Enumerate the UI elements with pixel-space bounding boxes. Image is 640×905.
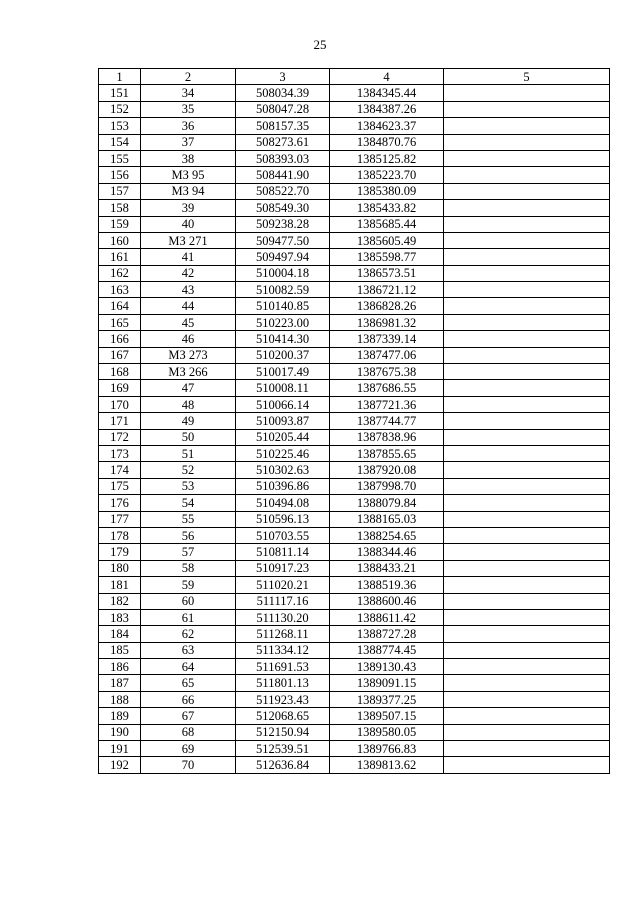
table-cell xyxy=(444,462,610,478)
table-cell: 155 xyxy=(99,150,141,166)
table-row xyxy=(99,380,610,396)
table-cell: 166 xyxy=(99,331,141,347)
table-cell: 1388600.46 xyxy=(330,593,444,609)
table-cell: 1384345.44 xyxy=(330,85,444,101)
table-cell: 510223.00 xyxy=(236,314,330,330)
table-cell: 1385433.82 xyxy=(330,200,444,216)
table-row xyxy=(99,429,610,445)
table-cell: 510004.18 xyxy=(236,265,330,281)
column-header: 5 xyxy=(444,69,610,85)
table-row xyxy=(99,757,610,773)
table-cell xyxy=(444,183,610,199)
table-cell: 176 xyxy=(99,495,141,511)
table-cell xyxy=(444,314,610,330)
table-cell: 511020.21 xyxy=(236,577,330,593)
table-cell: 183 xyxy=(99,609,141,625)
table-cell: 56 xyxy=(141,527,236,543)
table-cell: 1387744.77 xyxy=(330,413,444,429)
table-cell: 1385605.49 xyxy=(330,232,444,248)
table-cell: 161 xyxy=(99,249,141,265)
table-cell: 511801.13 xyxy=(236,675,330,691)
table-cell xyxy=(444,527,610,543)
table-cell xyxy=(444,347,610,363)
table-cell: 165 xyxy=(99,314,141,330)
table-row xyxy=(99,511,610,527)
table-row xyxy=(99,265,610,281)
table-row xyxy=(99,183,610,199)
table-row xyxy=(99,101,610,117)
table-cell: 508273.61 xyxy=(236,134,330,150)
table-cell: 1389130.43 xyxy=(330,659,444,675)
table-row xyxy=(99,314,610,330)
table-cell: 1388611.42 xyxy=(330,609,444,625)
table-cell: 1387721.36 xyxy=(330,396,444,412)
table-cell: 1384870.76 xyxy=(330,134,444,150)
table-cell xyxy=(444,495,610,511)
table-cell: 156 xyxy=(99,167,141,183)
table-cell: 1388774.45 xyxy=(330,642,444,658)
table-cell: 511691.53 xyxy=(236,659,330,675)
table-cell: 163 xyxy=(99,282,141,298)
table-cell: МЗ 271 xyxy=(141,232,236,248)
table-cell: 41 xyxy=(141,249,236,265)
table-cell: 510302.63 xyxy=(236,462,330,478)
table-cell xyxy=(444,150,610,166)
table-cell: 177 xyxy=(99,511,141,527)
table-cell xyxy=(444,708,610,724)
table-row xyxy=(99,118,610,134)
table-cell: МЗ 266 xyxy=(141,364,236,380)
table-cell: 39 xyxy=(141,200,236,216)
table-cell: 508393.03 xyxy=(236,150,330,166)
table-cell: 510703.55 xyxy=(236,527,330,543)
table-cell: 164 xyxy=(99,298,141,314)
table-cell: 174 xyxy=(99,462,141,478)
table-cell: 180 xyxy=(99,560,141,576)
table-cell: 181 xyxy=(99,577,141,593)
table-cell: 510414.30 xyxy=(236,331,330,347)
table-cell: 511334.12 xyxy=(236,642,330,658)
table-cell: 508549.30 xyxy=(236,200,330,216)
table-cell: 510082.59 xyxy=(236,282,330,298)
table-cell: 1388433.21 xyxy=(330,560,444,576)
table-row xyxy=(99,659,610,675)
table-cell: 1388079.84 xyxy=(330,495,444,511)
table-cell xyxy=(444,118,610,134)
table-cell: 66 xyxy=(141,691,236,707)
table-cell: 35 xyxy=(141,101,236,117)
table-row xyxy=(99,642,610,658)
table-cell: 1387339.14 xyxy=(330,331,444,347)
table-row xyxy=(99,249,610,265)
table-cell xyxy=(444,380,610,396)
table-row xyxy=(99,200,610,216)
table-cell: 68 xyxy=(141,724,236,740)
table-cell xyxy=(444,298,610,314)
table-row xyxy=(99,544,610,560)
table-cell: 187 xyxy=(99,675,141,691)
table-cell: 1384387.26 xyxy=(330,101,444,117)
table-cell: 510140.85 xyxy=(236,298,330,314)
table-cell: 184 xyxy=(99,626,141,642)
table-cell xyxy=(444,445,610,461)
table-cell: 510225.46 xyxy=(236,445,330,461)
table-row xyxy=(99,167,610,183)
table-cell: 512636.84 xyxy=(236,757,330,773)
table-row xyxy=(99,478,610,494)
table-row xyxy=(99,708,610,724)
table-cell: 42 xyxy=(141,265,236,281)
table-cell: 62 xyxy=(141,626,236,642)
table-cell: 1387920.08 xyxy=(330,462,444,478)
table-row xyxy=(99,282,610,298)
table-cell: 159 xyxy=(99,216,141,232)
table-row xyxy=(99,495,610,511)
table-cell: 508522.70 xyxy=(236,183,330,199)
table-cell: 55 xyxy=(141,511,236,527)
table-cell: 511130.20 xyxy=(236,609,330,625)
table-cell: 153 xyxy=(99,118,141,134)
table-cell xyxy=(444,232,610,248)
table-cell: 182 xyxy=(99,593,141,609)
table-cell: 1387855.65 xyxy=(330,445,444,461)
table-cell: 191 xyxy=(99,741,141,757)
table-cell xyxy=(444,626,610,642)
table-row xyxy=(99,85,610,101)
table-cell: 1389766.83 xyxy=(330,741,444,757)
table-cell: 510205.44 xyxy=(236,429,330,445)
table-cell: 154 xyxy=(99,134,141,150)
table-cell: 1389377.25 xyxy=(330,691,444,707)
table-cell: 63 xyxy=(141,642,236,658)
table-cell: МЗ 94 xyxy=(141,183,236,199)
table-cell xyxy=(444,216,610,232)
table-cell: 510596.13 xyxy=(236,511,330,527)
table-cell: 169 xyxy=(99,380,141,396)
table-cell xyxy=(444,511,610,527)
table-cell: 168 xyxy=(99,364,141,380)
table-cell: 173 xyxy=(99,445,141,461)
table-cell: 162 xyxy=(99,265,141,281)
table-cell xyxy=(444,609,610,625)
table-cell xyxy=(444,167,610,183)
table-row xyxy=(99,216,610,232)
table-cell: 170 xyxy=(99,396,141,412)
table-row xyxy=(99,413,610,429)
table-cell: 512068.65 xyxy=(236,708,330,724)
table-cell: 1385223.70 xyxy=(330,167,444,183)
table-cell: 61 xyxy=(141,609,236,625)
table-cell: 508441.90 xyxy=(236,167,330,183)
table-cell: 512150.94 xyxy=(236,724,330,740)
table-cell xyxy=(444,282,610,298)
table-cell: 1387998.70 xyxy=(330,478,444,494)
table-cell: 1385380.09 xyxy=(330,183,444,199)
table-row xyxy=(99,593,610,609)
table-cell xyxy=(444,331,610,347)
table-cell xyxy=(444,544,610,560)
table-cell: 509477.50 xyxy=(236,232,330,248)
table-cell xyxy=(444,560,610,576)
table-cell xyxy=(444,691,610,707)
table-cell: 70 xyxy=(141,757,236,773)
table-cell: 1386981.32 xyxy=(330,314,444,330)
table-header-row xyxy=(99,69,610,85)
table-row xyxy=(99,527,610,543)
table-cell: 1388165.03 xyxy=(330,511,444,527)
table-cell: 1387838.96 xyxy=(330,429,444,445)
table-row xyxy=(99,724,610,740)
table-cell: 65 xyxy=(141,675,236,691)
table-row xyxy=(99,675,610,691)
table-cell xyxy=(444,741,610,757)
table-cell: 189 xyxy=(99,708,141,724)
table-cell: 179 xyxy=(99,544,141,560)
table-cell: 1388727.28 xyxy=(330,626,444,642)
table-cell: 1389580.05 xyxy=(330,724,444,740)
table-cell: 46 xyxy=(141,331,236,347)
table-row xyxy=(99,626,610,642)
table-row xyxy=(99,150,610,166)
column-header: 2 xyxy=(141,69,236,85)
table-cell: 50 xyxy=(141,429,236,445)
column-header: 1 xyxy=(99,69,141,85)
table-cell xyxy=(444,659,610,675)
coordinates-table xyxy=(98,68,610,774)
table-cell: МЗ 95 xyxy=(141,167,236,183)
table-cell: 510917.23 xyxy=(236,560,330,576)
table-cell: 175 xyxy=(99,478,141,494)
table-cell: 185 xyxy=(99,642,141,658)
table-cell: 1385685.44 xyxy=(330,216,444,232)
table-cell: 510811.14 xyxy=(236,544,330,560)
table-cell: 510200.37 xyxy=(236,347,330,363)
table-cell: 48 xyxy=(141,396,236,412)
table-cell: 509238.28 xyxy=(236,216,330,232)
table-cell: 1387686.55 xyxy=(330,380,444,396)
table-cell: 508034.39 xyxy=(236,85,330,101)
table-cell xyxy=(444,364,610,380)
table-cell: 511268.11 xyxy=(236,626,330,642)
table-cell: 1387675.38 xyxy=(330,364,444,380)
table-cell: 1388344.46 xyxy=(330,544,444,560)
table-cell xyxy=(444,429,610,445)
table-cell: 511117.16 xyxy=(236,593,330,609)
table-cell xyxy=(444,577,610,593)
table-row xyxy=(99,462,610,478)
table-cell: 40 xyxy=(141,216,236,232)
table-cell: 188 xyxy=(99,691,141,707)
table-row xyxy=(99,396,610,412)
table-cell: МЗ 273 xyxy=(141,347,236,363)
table-cell: 186 xyxy=(99,659,141,675)
table-cell: 152 xyxy=(99,101,141,117)
table-cell: 1386573.51 xyxy=(330,265,444,281)
table-row xyxy=(99,232,610,248)
table-cell: 38 xyxy=(141,150,236,166)
table-row xyxy=(99,347,610,363)
table-cell: 1387477.06 xyxy=(330,347,444,363)
table-cell: 59 xyxy=(141,577,236,593)
page-number: 25 xyxy=(313,37,327,52)
table-row xyxy=(99,445,610,461)
table-row xyxy=(99,134,610,150)
table-cell: 47 xyxy=(141,380,236,396)
table-cell: 54 xyxy=(141,495,236,511)
table-cell: 151 xyxy=(99,85,141,101)
table-cell: 49 xyxy=(141,413,236,429)
table-cell: 510093.87 xyxy=(236,413,330,429)
table-cell xyxy=(444,642,610,658)
column-header: 3 xyxy=(236,69,330,85)
table-cell: 1388254.65 xyxy=(330,527,444,543)
table-row xyxy=(99,298,610,314)
table-cell: 57 xyxy=(141,544,236,560)
table-cell: 53 xyxy=(141,478,236,494)
table-cell: 36 xyxy=(141,118,236,134)
table-cell: 34 xyxy=(141,85,236,101)
table-cell: 37 xyxy=(141,134,236,150)
table-cell: 1389813.62 xyxy=(330,757,444,773)
table-cell: 178 xyxy=(99,527,141,543)
table-cell: 508157.35 xyxy=(236,118,330,134)
table-cell: 1389091.15 xyxy=(330,675,444,691)
table-cell: 1386828.26 xyxy=(330,298,444,314)
table-cell: 58 xyxy=(141,560,236,576)
table-row xyxy=(99,691,610,707)
table-cell: 1385125.82 xyxy=(330,150,444,166)
table-cell: 1386721.12 xyxy=(330,282,444,298)
table-row xyxy=(99,741,610,757)
table-cell xyxy=(444,478,610,494)
table-cell: 509497.94 xyxy=(236,249,330,265)
table-cell xyxy=(444,134,610,150)
column-header: 4 xyxy=(330,69,444,85)
table-cell: 167 xyxy=(99,347,141,363)
table-cell xyxy=(444,265,610,281)
table-cell: 43 xyxy=(141,282,236,298)
table-body xyxy=(99,85,610,773)
table-cell: 60 xyxy=(141,593,236,609)
table-cell: 171 xyxy=(99,413,141,429)
table-cell xyxy=(444,593,610,609)
table-cell: 1384623.37 xyxy=(330,118,444,134)
table-row xyxy=(99,560,610,576)
table-cell: 510017.49 xyxy=(236,364,330,380)
table-cell: 512539.51 xyxy=(236,741,330,757)
table-cell: 1389507.15 xyxy=(330,708,444,724)
table-cell: 45 xyxy=(141,314,236,330)
table-cell xyxy=(444,396,610,412)
table-cell xyxy=(444,249,610,265)
table-cell: 69 xyxy=(141,741,236,757)
table-cell: 192 xyxy=(99,757,141,773)
table-cell: 52 xyxy=(141,462,236,478)
table-row xyxy=(99,364,610,380)
table-cell: 157 xyxy=(99,183,141,199)
table-cell: 64 xyxy=(141,659,236,675)
table-cell: 158 xyxy=(99,200,141,216)
table-cell xyxy=(444,200,610,216)
table-cell: 510494.08 xyxy=(236,495,330,511)
table-cell: 190 xyxy=(99,724,141,740)
table-cell: 160 xyxy=(99,232,141,248)
table-cell: 44 xyxy=(141,298,236,314)
table-cell: 510066.14 xyxy=(236,396,330,412)
table-cell: 510396.86 xyxy=(236,478,330,494)
table-row xyxy=(99,331,610,347)
table-cell: 511923.43 xyxy=(236,691,330,707)
table-cell: 510008.11 xyxy=(236,380,330,396)
table-cell xyxy=(444,101,610,117)
table-cell xyxy=(444,724,610,740)
table-row xyxy=(99,577,610,593)
table-cell xyxy=(444,675,610,691)
table-cell: 1388519.36 xyxy=(330,577,444,593)
table-cell xyxy=(444,757,610,773)
table-cell: 1385598.77 xyxy=(330,249,444,265)
table-cell xyxy=(444,85,610,101)
table-cell: 51 xyxy=(141,445,236,461)
table-cell xyxy=(444,413,610,429)
table-row xyxy=(99,609,610,625)
table-cell: 172 xyxy=(99,429,141,445)
table-cell: 508047.28 xyxy=(236,101,330,117)
table-cell: 67 xyxy=(141,708,236,724)
